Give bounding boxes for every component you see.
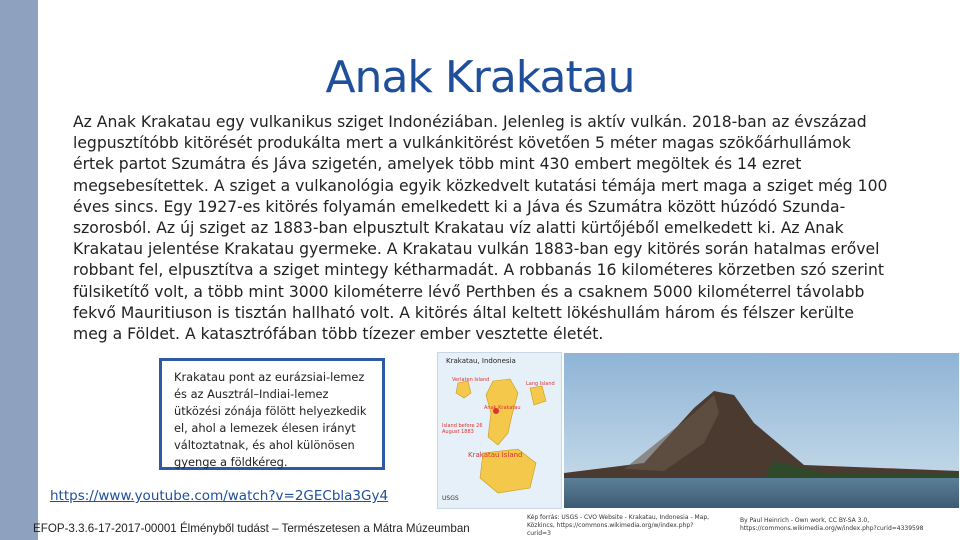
footer-project-text: EFOP-3.3.6-17-2017-00001 Élményből tudást – Természetesen a Mátra Múzeumban [33,522,470,535]
map-label-krakatau: Krakatau Island [468,451,523,459]
map-label-anak: Anak Krakatau [484,405,521,411]
plate-callout-box: Krakatau pont az eurázsiai-lemez és az Ausztrál–Indiai-lemez ütközési zónája fölött helyezkedik el, ahol a lemezek élesen irányt változtatnak, és ahol különösen gyenge a földkéreg. [159,358,385,470]
map-credit-text: Kép forrás: USGS - CVO Website - Krakatau, Indonesia - Map, Közkincs, https://commons.wikimedia.org/w/index.php?curid=3 [527,514,710,537]
map-title: Krakatau, Indonesia [446,357,516,365]
volcano-photo-image [564,353,959,508]
krakatau-map-image [437,352,562,509]
usgs-logo: USGS [442,495,459,502]
map-label-lang: Lang Island [526,381,555,387]
slide-title: Anak Krakatau [325,52,635,103]
slide-body-text: Az Anak Krakatau egy vulkanikus sziget Indonéziában. Jelenleg is aktív vulkán. 2018-ban az évszázad legpusztítóbb kitörését produkálta mert a vulkánkitörést követően 5 méter magas szökőárhullámok értek partot Szumátra és Jáva szigetén, amelyek több mint 430 embert megöltek és 14 ezret megsebesítettek. A sziget a vulkanológia egyik közkedvelt kutatási témája mert maga a sziget még 100 éves sincs. Egy 1927-es kitörés folyamán emelkedett ki a Jáva és Szumátra között húzódó Szunda-szorosból. Az új sziget az 1883-ban elpusztult Krakatau víz alatti kürtőjéből emelkedett ki. Az Anak Krakatau jelentése Krakatau gyermeke. A Krakatau vulkán 1883-ban egy kitörés során hatalmas erővel robbant fel, elpusztítva a sziget mintegy kétharmadát. A robbanás 16 kilométeres körzetben szó szerint fülsiketítő volt, a több mint 3000 kilométerre lévő Perthben és a csaknem 5000 kilométerrel távolabb fekvő Mauritiuson is tisztán hallható volt. A kitörés által keltett lökéshullám három és félszer kerülte meg a Földet. A katasztrófában több tízezer ember vesztette életét. [73,113,888,344]
map-label-verlaten: Verlaten Island [452,377,490,383]
youtube-link[interactable]: https://www.youtube.com/watch?v=2GECbla3Gy4 [50,488,389,504]
map-label-island-before: Island before 26 August 1883 [442,423,483,435]
photo-credit-text: By Paul Heinrich - Own work, CC BY-SA 3.0, https://commons.wikimedia.org/w/index.php?curid=4339598 [740,517,924,532]
volcano-photo-drawing [564,353,959,508]
